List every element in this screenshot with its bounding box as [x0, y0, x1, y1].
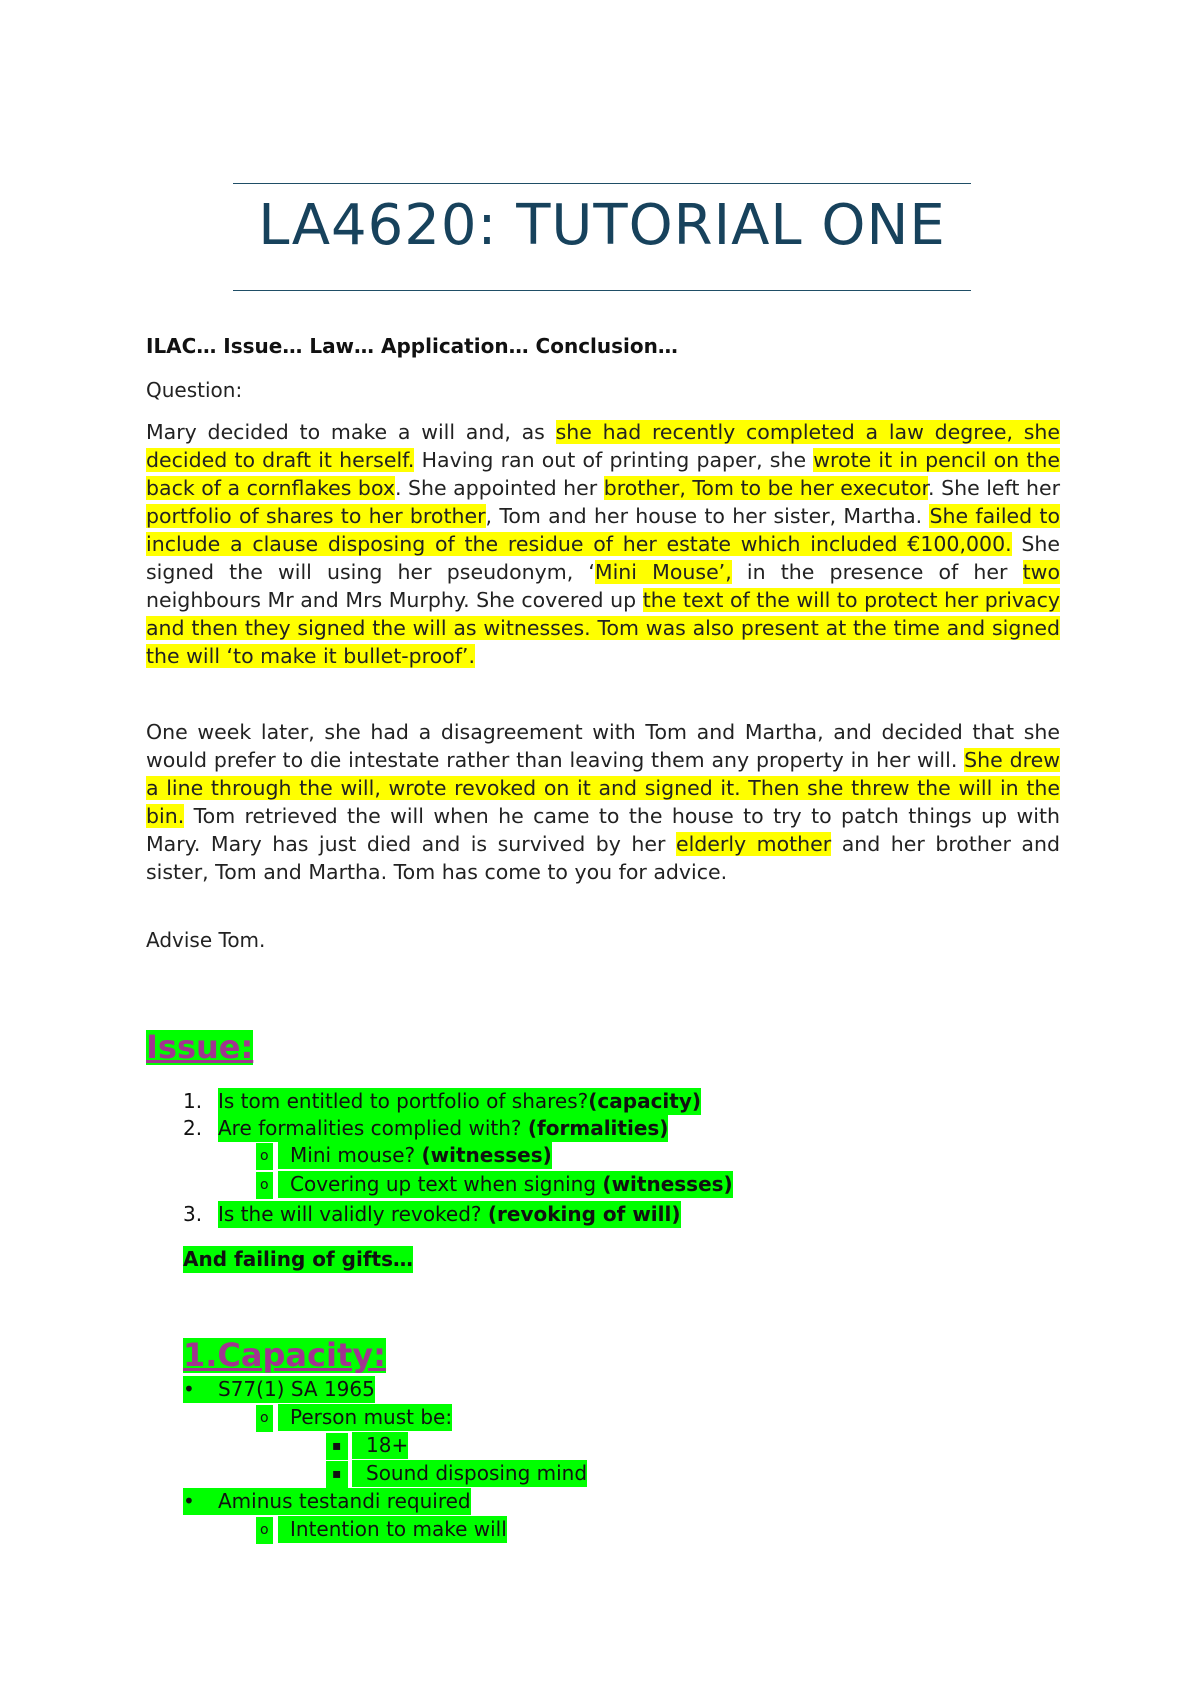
issue-2b-text: Covering up text when signing	[290, 1172, 603, 1196]
advise-line: Advise Tom.	[146, 928, 266, 952]
paragraph-text: Mary decided to make a will and, as	[146, 420, 556, 444]
capacity-3-text: 18+	[352, 1432, 408, 1459]
paragraph-text: Tom retrieved the will when he came to the house to try to patch things up with Mary. Mary has just died and is survived by her	[146, 804, 1060, 856]
issue-1	[218, 1088, 701, 1115]
highlighted-text: elderly mother	[675, 832, 832, 856]
issue-1-text: Is tom entitled to portfolio of shares?	[218, 1089, 589, 1113]
issue-2b-bullet: o	[256, 1172, 273, 1199]
capacity-3-bullet: ▪	[326, 1433, 348, 1460]
issue-2a-tag: (witnesses)	[421, 1143, 552, 1167]
issue-1-tag: (capacity)	[588, 1089, 702, 1113]
issue-2a-text: Mini mouse?	[290, 1143, 422, 1167]
capacity-4-bullet: ▪	[326, 1461, 348, 1488]
capacity-1-bullet: •	[183, 1376, 229, 1403]
capacity-6-bullet: o	[256, 1517, 273, 1544]
capacity-4-text: Sound disposing mind	[352, 1460, 587, 1487]
paragraph-text: She signed the will using her pseudonym, ‘	[146, 532, 1060, 584]
paragraph-text: Having ran out of printing paper, she	[414, 448, 814, 472]
issue-3-tag: (revoking of will)	[487, 1202, 681, 1226]
failing-gifts-note: And failing of gifts…	[183, 1247, 414, 1271]
highlighted-text: brother, Tom to be her executor	[603, 476, 929, 500]
paragraph-text: in the presence of her	[731, 560, 1023, 584]
question-label: Question:	[146, 378, 243, 402]
highlighted-text: portfolio of shares to her brother	[146, 504, 486, 528]
paragraph-text: , Tom and her house to her sister, Martha.	[485, 504, 930, 528]
capacity-heading: 1.Capacity:	[183, 1336, 386, 1374]
issue-heading: Issue:	[146, 1028, 254, 1066]
issue-2b	[278, 1171, 733, 1198]
issue-2-number: 2.	[183, 1116, 203, 1140]
ilac-line: ILAC… Issue… Law… Application… Conclusion…	[146, 334, 678, 358]
capacity-6-text: Intention to make will	[278, 1516, 507, 1543]
title-top-rule	[233, 183, 971, 184]
issue-3-text: Is the will validly revoked?	[218, 1202, 488, 1226]
issue-2b-tag: (witnesses)	[602, 1172, 733, 1196]
issue-3-number: 3.	[183, 1202, 203, 1226]
issue-2a	[278, 1142, 552, 1169]
capacity-2-text: Person must be:	[278, 1404, 452, 1431]
question-paragraph-1	[146, 418, 1060, 670]
paragraph-text: . She left her	[928, 476, 1060, 500]
capacity-5-text: Aminus testandi required	[218, 1489, 471, 1513]
paragraph-text: neighbours Mr and Mrs Murphy. She covered up	[146, 588, 643, 612]
highlighted-text: Mini Mouse’,	[594, 560, 732, 584]
capacity-5-bullet: •	[183, 1488, 229, 1515]
issue-3	[218, 1201, 681, 1228]
paragraph-text: and her brother and sister, Tom and Martha. Tom has come to you for advice.	[146, 832, 1060, 884]
capacity-2-bullet: o	[256, 1405, 273, 1432]
paragraph-text: . She appointed her	[394, 476, 604, 500]
issue-2-tag: (formalities)	[527, 1116, 669, 1140]
title-bottom-rule	[233, 290, 971, 291]
page-title: LA4620: TUTORIAL ONE	[258, 193, 946, 258]
highlighted-text: the text of the will to protect her privacy and then they signed the will as witnesses. Tom was also present at the time and signed the will ‘to make it bullet-proof’.	[146, 588, 1060, 668]
highlighted-text: she had recently completed a law degree, she decided to draft it herself.	[146, 420, 1060, 472]
highlighted-text: She drew a line through the will, wrote revoked on it and signed it. Then she threw the will in the bin.	[146, 748, 1060, 828]
issue-2a-bullet: o	[256, 1143, 273, 1170]
highlighted-text: She failed to include a clause disposing of the residue of her estate which included €100,000.	[146, 504, 1060, 556]
issue-1-number: 1.	[183, 1089, 203, 1113]
issue-2-text: Are formalities complied with?	[218, 1116, 528, 1140]
issue-2	[218, 1115, 668, 1142]
capacity-1-text: S77(1) SA 1965	[218, 1377, 375, 1401]
paragraph-text: One week later, she had a disagreement with Tom and Martha, and decided that she would prefer to die intestate rather than leaving them any property in her will.	[146, 720, 1060, 772]
highlighted-text: wrote it in pencil on the back of a cornflakes box	[146, 448, 1060, 500]
highlighted-text: two	[1022, 560, 1060, 584]
question-paragraph-2	[146, 718, 1060, 886]
